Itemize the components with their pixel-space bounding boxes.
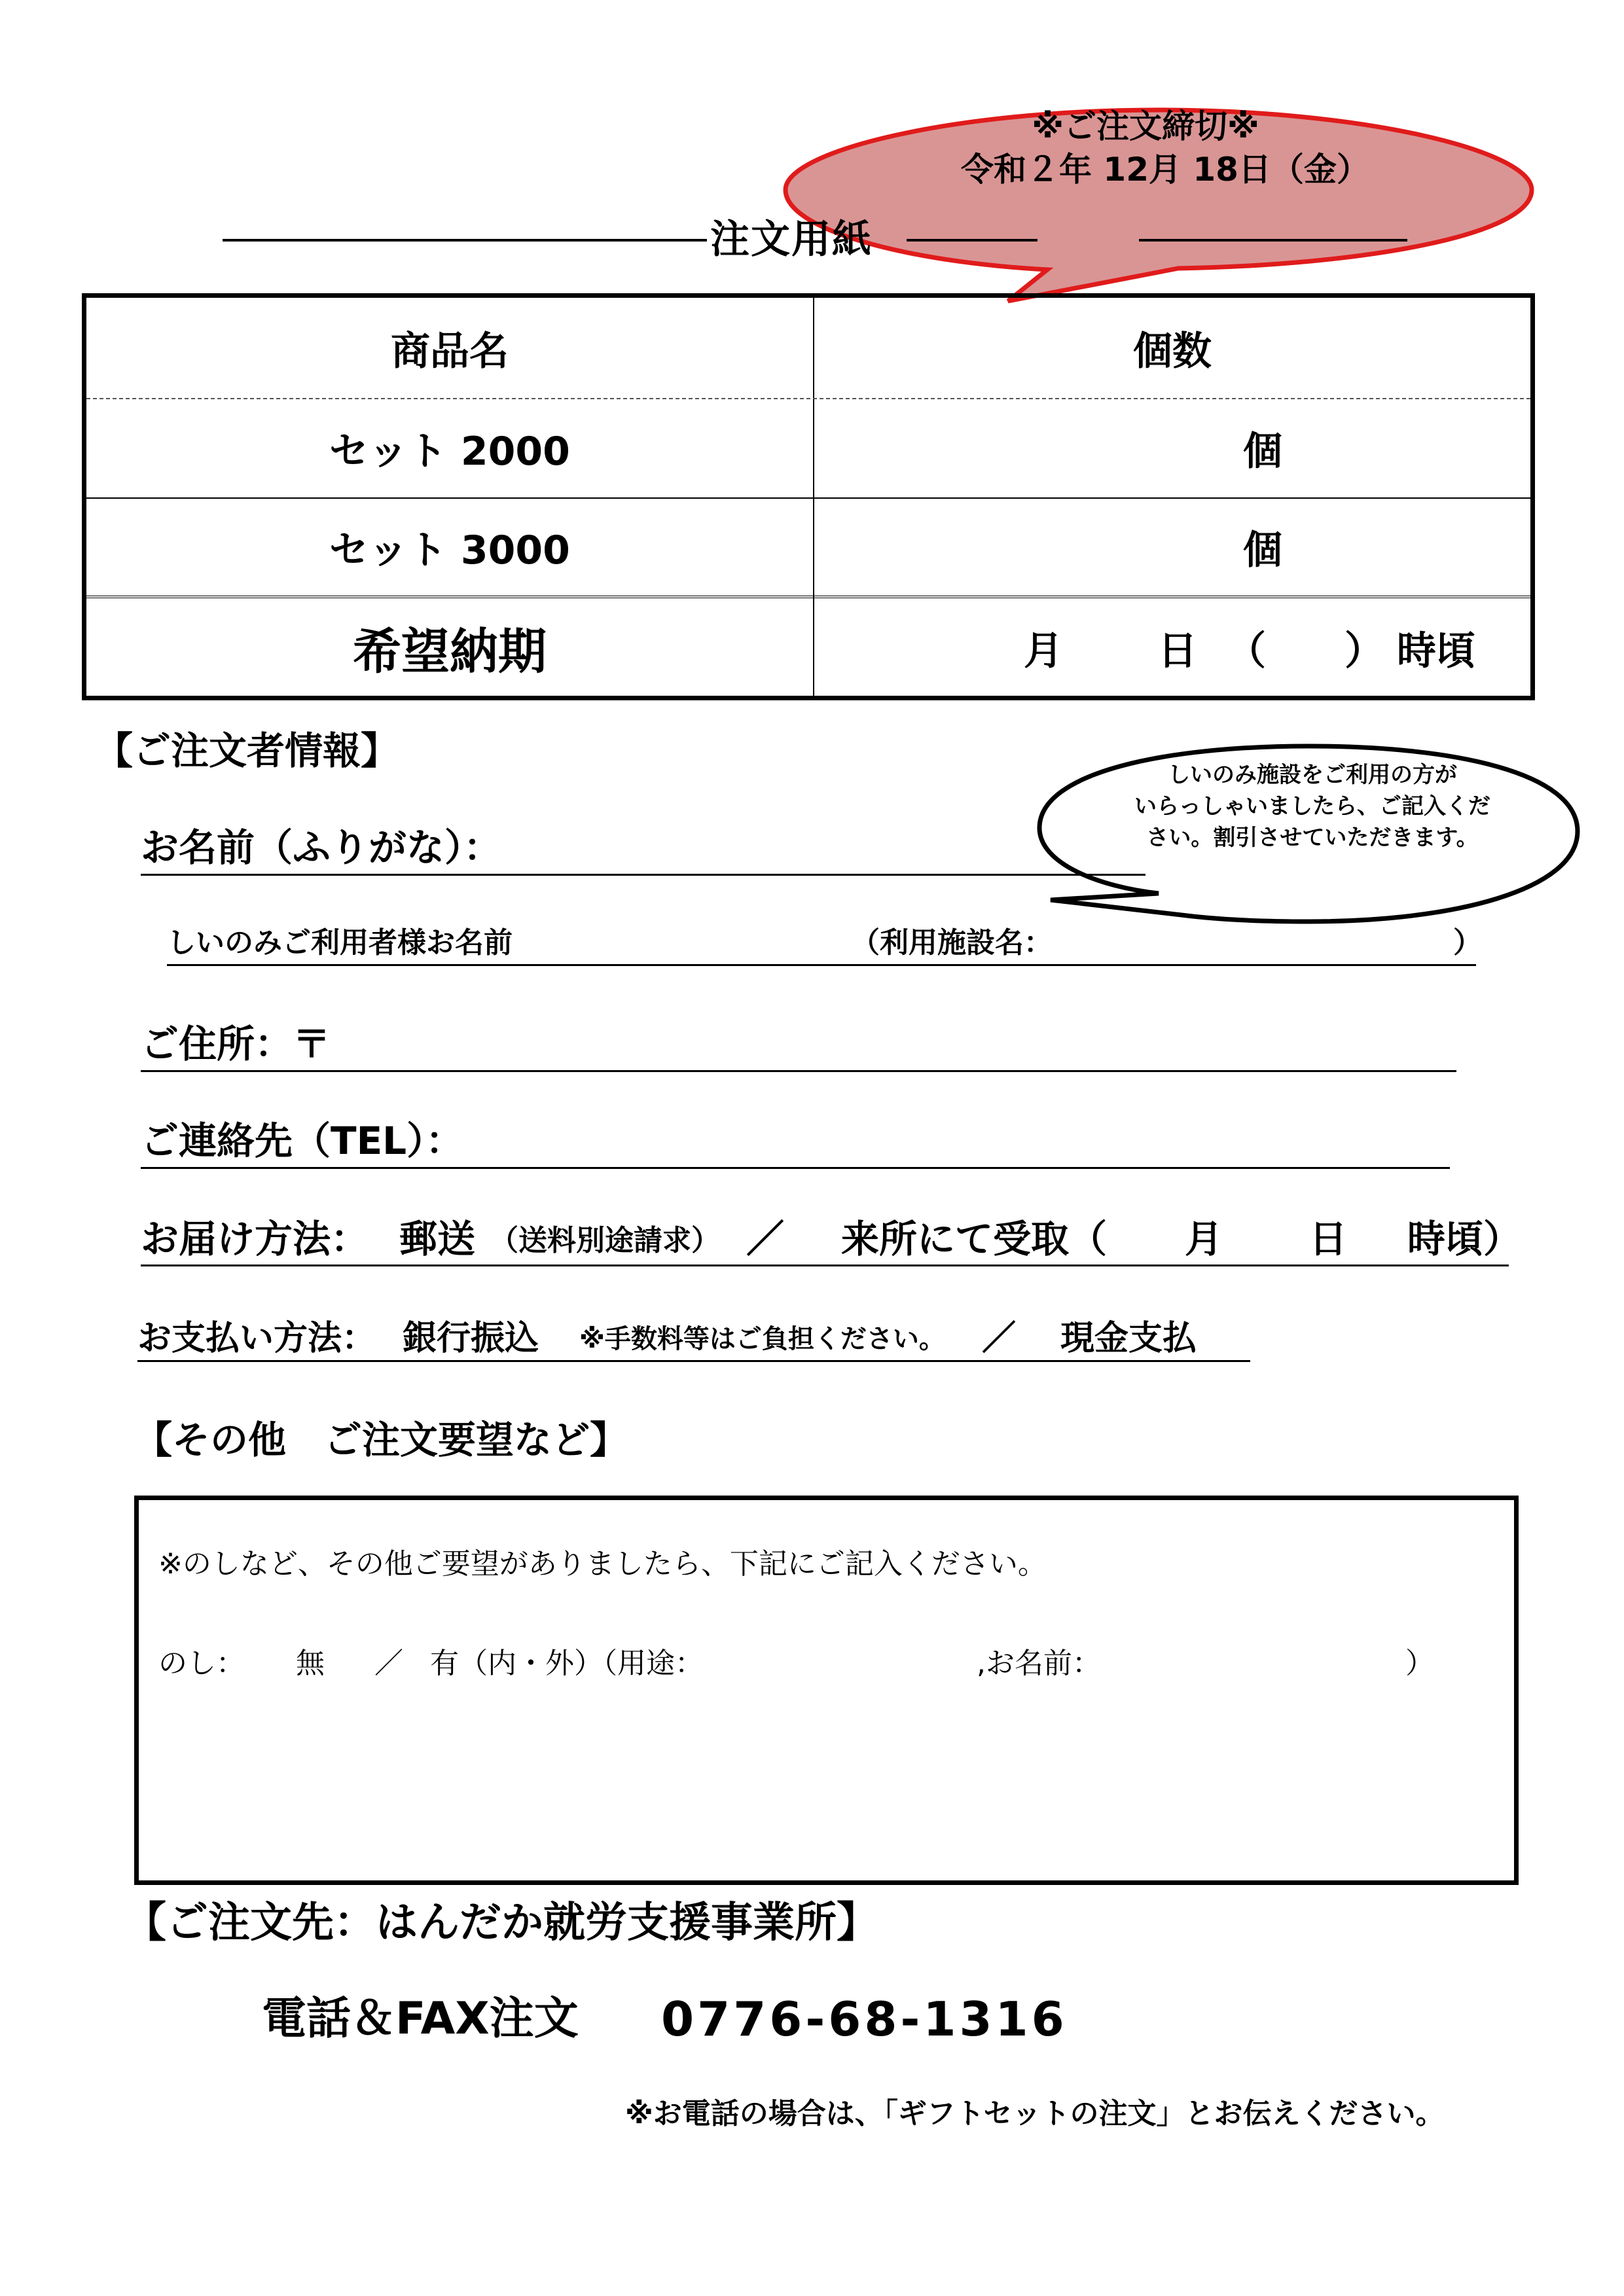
other-instruction: ※のしなど、その他ご要望がありましたら、下記にご記入ください。: [158, 1547, 1047, 1581]
quantity-unit: 個: [1243, 429, 1282, 475]
contact-field[interactable]: [141, 1167, 1450, 1169]
noshi-name-label: ,お名前：: [977, 1647, 1101, 1680]
discount-note: [1100, 759, 1525, 853]
pickup-time: 時頃）: [1407, 1217, 1522, 1261]
payment-method-line: [137, 1360, 1250, 1362]
payment-label: お支払い方法：: [137, 1319, 376, 1358]
phone-number[interactable]: 0776-68-1316: [661, 1992, 1068, 2047]
name-field[interactable]: [141, 874, 1146, 876]
header-quantity: 個数: [1133, 328, 1212, 374]
payment-separator: ／: [982, 1319, 1017, 1358]
other-requests-box[interactable]: [134, 1496, 1519, 1885]
noshi-yes-option[interactable]: 有（内・外）（用途：: [430, 1647, 704, 1680]
phone-note: ※お電話の場合は、「ギフトセットの注文」とお伝えください。: [625, 2097, 1445, 2130]
phone-label: 電話＆FAX注文: [262, 1993, 579, 2045]
deadline-date: 令和２年 12月 18日（金）: [961, 151, 1369, 188]
quantity-set-2000[interactable]: [814, 399, 1530, 497]
noshi-label: のし：: [158, 1647, 245, 1680]
order-to-heading: 【ご注文先：はんだか就労支援事業所】: [124, 1899, 878, 1947]
discount-note-line: いらっしゃいましたら、ご記入くだ: [1134, 793, 1490, 819]
discount-note-line: さい。割引させていただきます。: [1146, 825, 1479, 851]
contact-label: ご連絡先（TEL）：: [141, 1119, 464, 1163]
facility-label: （利用施設名：: [851, 926, 1053, 960]
pickup-day: 日: [1309, 1217, 1348, 1261]
name-label: お名前（ふりがな）：: [141, 825, 502, 870]
title-line-right-b: [1139, 239, 1407, 242]
delivery-mail-note: （送料別途請求）: [490, 1224, 720, 1257]
customer-info-heading: 【ご注文者情報】: [95, 728, 399, 773]
delivery-time: 時頃: [1397, 628, 1475, 674]
other-heading: 【その他 ご注文要望など】: [134, 1418, 628, 1462]
delivery-method-line: [141, 1265, 1509, 1266]
payment-bank-note: ※手数料等はご負担ください。: [579, 1324, 945, 1354]
title-line-right-a: [907, 239, 1038, 242]
noshi-separator: ／: [374, 1647, 403, 1680]
noshi-close: ）: [1405, 1647, 1434, 1680]
delivery-weekday: （ ）: [1227, 628, 1384, 674]
product-set-3000: セット 3000: [329, 528, 570, 573]
facility-close: ）: [1453, 926, 1482, 960]
delivery-month: 月: [1024, 628, 1063, 674]
page-title: 注文用紙: [710, 217, 873, 262]
delivery-pickup-option[interactable]: 来所にて受取（: [841, 1217, 1108, 1261]
title-line-left: [223, 239, 707, 242]
product-set-2000: セット 2000: [329, 429, 570, 475]
delivery-day: 日: [1158, 628, 1197, 674]
payment-bank-option[interactable]: 銀行振込: [403, 1319, 539, 1358]
discount-note-line: しいのみ施設をご利用の方が: [1168, 762, 1457, 788]
shiinomi-user-field[interactable]: [167, 964, 1476, 966]
quantity-unit: 個: [1243, 528, 1282, 573]
order-table: [82, 293, 1535, 700]
address-label: ご住所：〒: [141, 1022, 331, 1066]
delivery-mail-option[interactable]: 郵送: [399, 1217, 476, 1261]
delivery-method-label: お届け方法：: [141, 1217, 369, 1261]
quantity-set-3000[interactable]: [814, 499, 1530, 596]
payment-cash-option[interactable]: 現金支払: [1060, 1319, 1197, 1358]
address-field[interactable]: [141, 1070, 1456, 1072]
deadline-title: ※ご注文締切※: [1032, 107, 1259, 145]
noshi-none-option[interactable]: 無: [296, 1647, 325, 1680]
delivery-date-field[interactable]: [814, 599, 1530, 697]
header-product: 商品名: [391, 328, 509, 374]
pickup-month: 月: [1185, 1217, 1223, 1261]
delivery-separator: ／: [746, 1217, 785, 1261]
shiinomi-user-label: しいのみご利用者様お名前: [167, 926, 513, 960]
delivery-date-label: 希望納期: [353, 624, 547, 680]
